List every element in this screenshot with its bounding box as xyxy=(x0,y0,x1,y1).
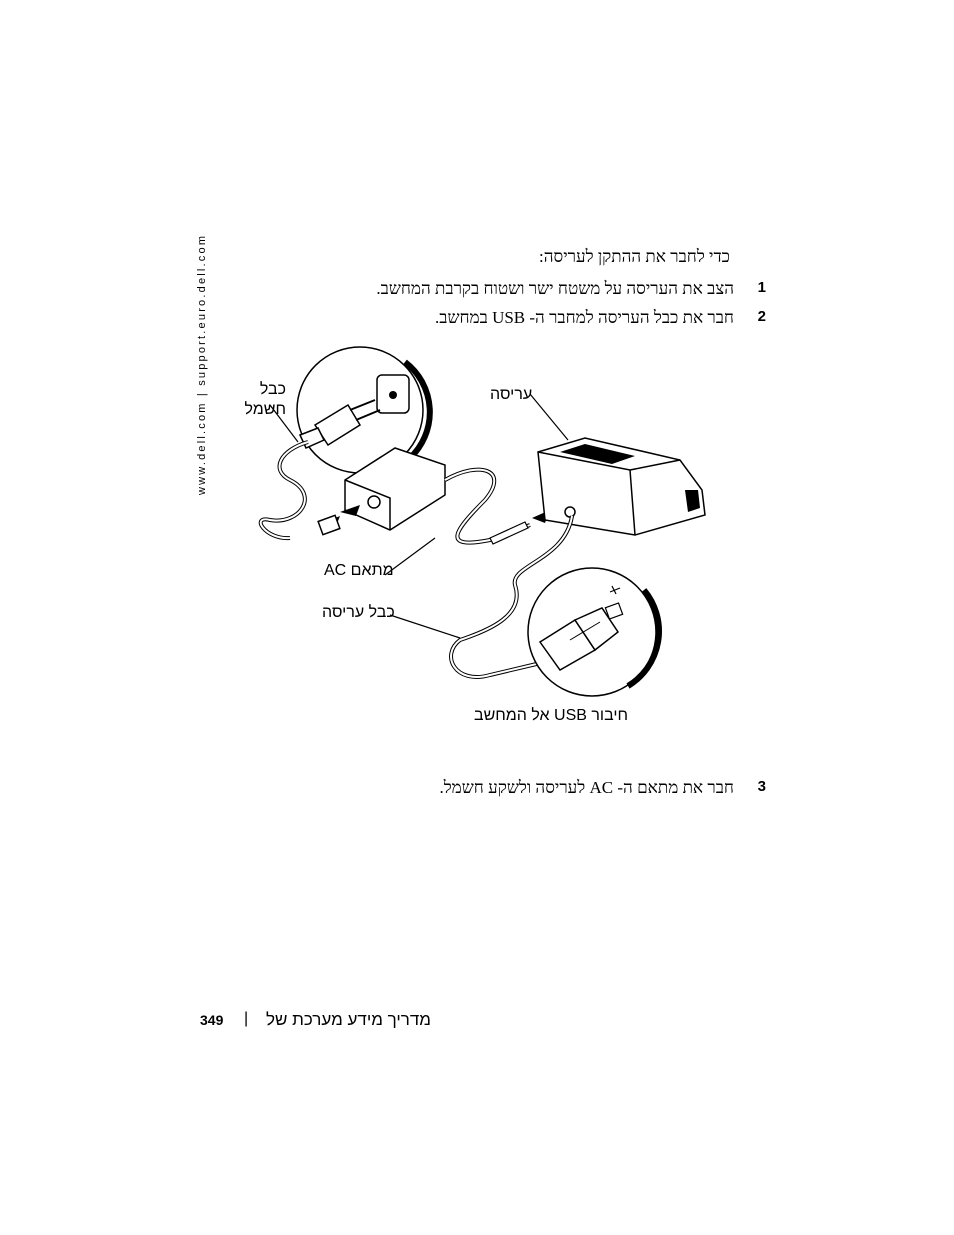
footer-separator: | xyxy=(244,1010,249,1027)
sidebar-url-text: www.dell.com | support.euro.dell.com xyxy=(196,233,208,495)
connection-illustration xyxy=(240,340,720,740)
cradle-illustration xyxy=(538,438,705,535)
callout-power-cable: כבל חשמל xyxy=(244,381,286,418)
connection-figure xyxy=(240,340,720,740)
sidebar-url xyxy=(196,233,212,495)
step-1-number: 1 xyxy=(757,279,766,296)
page-footer xyxy=(200,1010,500,1032)
step-1-text: הצב את העריסה על משטח ישר ושטוח בקרבת המחשב. xyxy=(376,279,734,298)
intro-text: כדי לחבר את ההתקן לעריסה: xyxy=(539,247,730,266)
callout-ac-adapter: מתאם AC xyxy=(324,562,394,579)
footer-title: מדריך מידע מערכת של xyxy=(266,1010,431,1029)
callout-cradle: עריסה xyxy=(490,386,533,403)
callout-cradle-cable: כבל עריסה xyxy=(322,604,395,621)
step-1 xyxy=(376,279,766,299)
step-2-number: 2 xyxy=(757,308,766,325)
step-3-text: חבר את מתאם ה- AC לעריסה ולשקע חשמל. xyxy=(439,778,734,797)
step-3-number: 3 xyxy=(757,778,766,795)
page-number: 349 xyxy=(200,1012,224,1028)
step-2-text: חבר את כבל העריסה למחבר ה- USB במחשב. xyxy=(435,308,734,327)
callout-usb-connection: חיבור USB אל המחשב xyxy=(474,707,629,724)
usb-connection-illustration xyxy=(528,568,659,696)
step-2 xyxy=(435,308,766,328)
step-3 xyxy=(439,778,766,798)
